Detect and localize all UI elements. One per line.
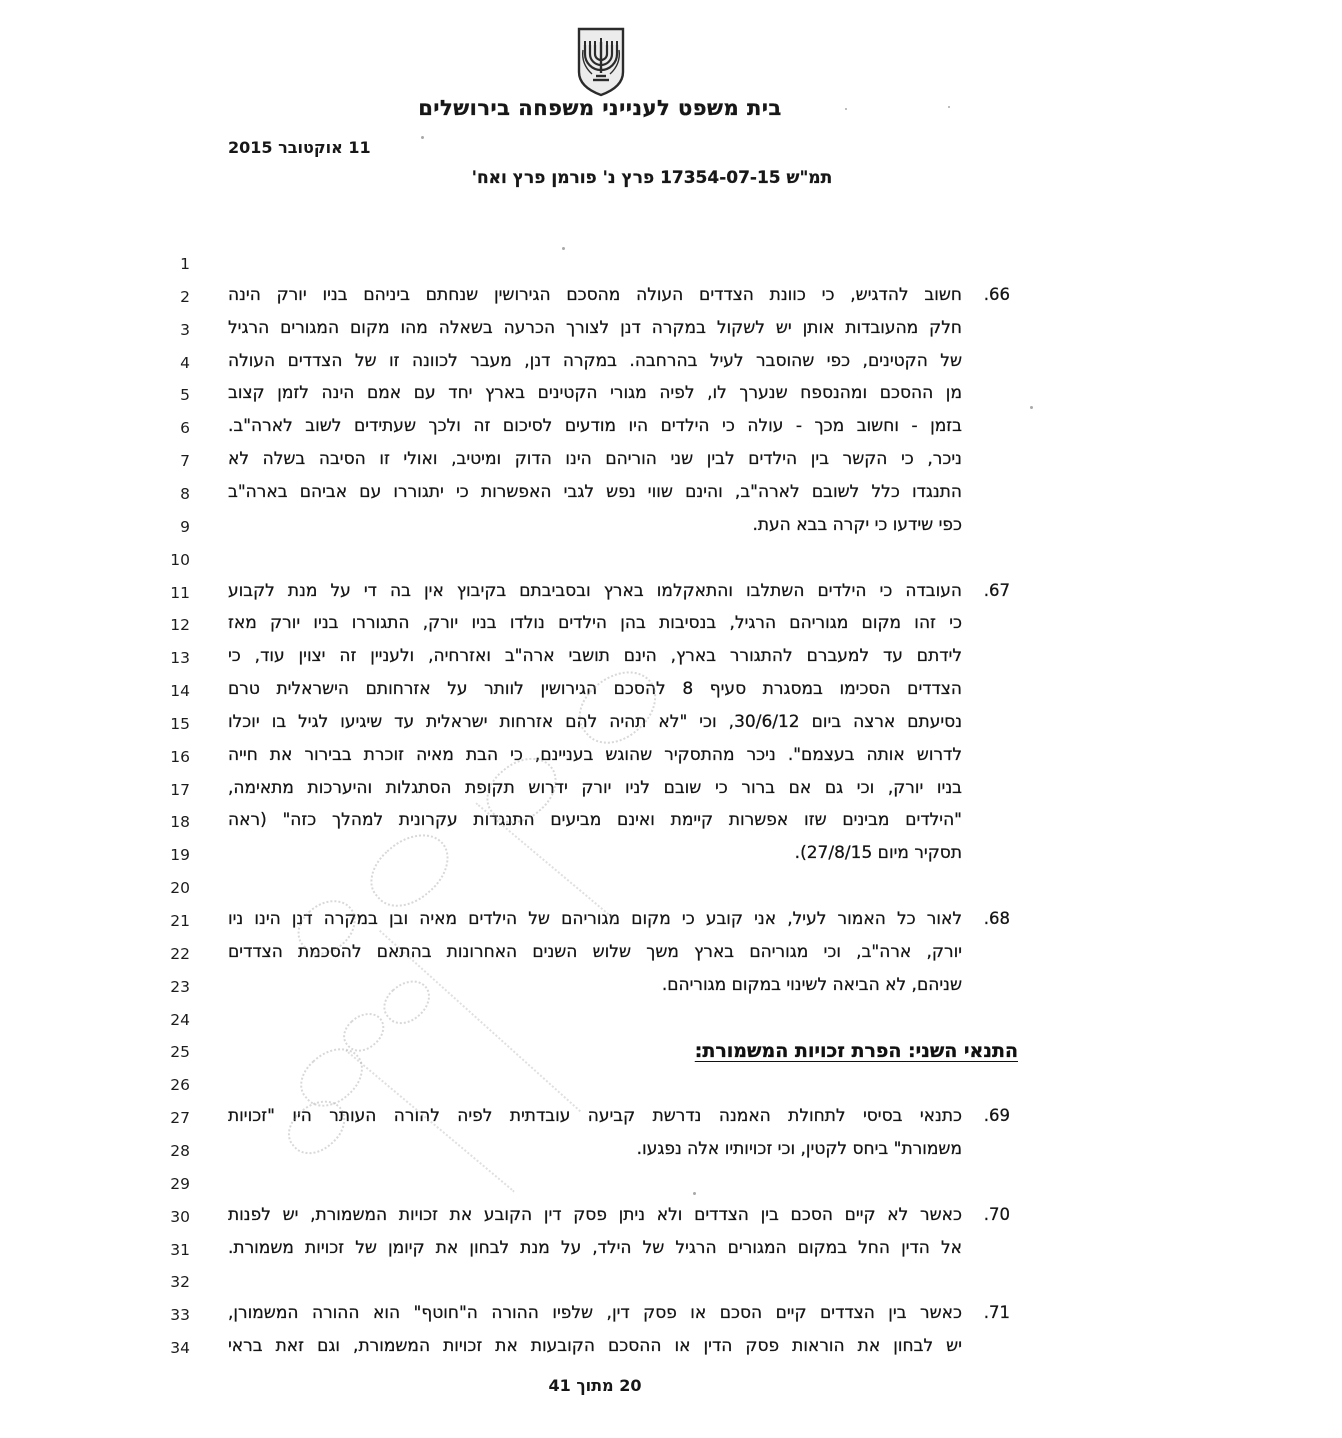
line-number: 12 (170, 616, 190, 635)
line-number: 14 (170, 682, 190, 701)
line-number: 25 (170, 1043, 190, 1062)
line-number: 5 (180, 386, 190, 405)
scan-speck (421, 136, 424, 139)
line-number: 17 (170, 780, 190, 799)
section-heading: התנאי השני: הפרת זכויות המשמורת: (694, 1040, 1018, 1063)
body-line: כתנאי בסיסי לתחולת האמנה נדרשת קביעה עובדתית לפיה להורה העותר היו "זכויות (228, 1106, 962, 1127)
document-date: 11 אוקטובר 2015 (228, 138, 371, 157)
body-line: חשוב להדגיש, כי כוונת הצדדים העולה מהסכם הגירושין שנחתם ביניהם בניו יורק הינה (228, 284, 962, 305)
body-line: חלק מהעובדות אותן יש לשקול במקרה דנן לצורך הכרעה בשאלה מהו מקום המגורים הרגיל (228, 317, 962, 338)
line-number: 24 (170, 1010, 190, 1029)
scan-speck (693, 1192, 696, 1195)
body-line: כפי שידעו כי יקרה בבא העת. (752, 514, 962, 535)
scan-speck (562, 247, 565, 250)
body-line: אל הדין החל במקום המגורים הרגיל של הילד, על מנת לבחון את קיומן של זכויות משמורת. (228, 1237, 962, 1258)
body-line: "הילדים מבינים שזו אפשרות קיימת ואינם מביעים התנגדות עקרונית למהלך כזה" (ראה (228, 810, 962, 831)
body-line: יורק, ארה"ב, וכי מגוריהם בארץ משך שלוש השנים האחרונות בהתאם להסכמת הצדדים (228, 941, 962, 962)
line-number: 8 (180, 484, 190, 503)
body-line: שניהם, לא הביאה לשינוי במקום מגוריהם. (661, 974, 962, 995)
line-number: 30 (170, 1207, 190, 1226)
body-line: משמורת" ביחס לקטין, וכי זכויותיו אלה נפגעו. (636, 1138, 962, 1159)
body-line: הצדדים הסכימו במסגרת סעיף 8 להסכם הגירושין לוותר על אזרחותם הישראלית טרם (228, 679, 962, 700)
line-number: 27 (170, 1109, 190, 1128)
line-number: 32 (170, 1273, 190, 1292)
line-number: 9 (180, 517, 190, 536)
line-number: 31 (170, 1240, 190, 1259)
scan-speck (845, 108, 847, 110)
line-number: 15 (170, 714, 190, 733)
line-number: 6 (180, 419, 190, 438)
scan-speck (1030, 406, 1033, 409)
scan-speck (948, 106, 950, 108)
line-number: 7 (180, 452, 190, 471)
line-number: 11 (170, 583, 190, 602)
line-number: 34 (170, 1339, 190, 1358)
paragraph-number: 69. (983, 1106, 1010, 1126)
line-number: 21 (170, 912, 190, 930)
paragraph-number: 66. (983, 284, 1010, 304)
paragraph-number: 68. (983, 909, 1010, 928)
body-line: מן ההסכם ומהנספח שנערך לו, לפיה מגורי הקטינים בארץ יחד עם אמם הינה לזמן קצוב (228, 383, 962, 404)
body-line: בזמן - וחשוב מכך - עולה כי הילדים היו מודעים לסיכום זה ולכך שעתידים לשוב לארה"ב. (228, 416, 962, 437)
line-number: 18 (170, 813, 190, 832)
line-number: 2 (180, 287, 190, 306)
body-line: תסקיר מיום 27/8/15). (794, 843, 962, 864)
body-line: כי זהו מקום מגוריהם הרגיל, בנסיבות בהן הילדים נולדו בניו יורק, התגוררו בניו יורק מאז (228, 613, 962, 634)
body-line: נסיעתם ארצה ביום 30/6/12, וכי "לא תהיה להם אזרחות ישראלית עד שיגיעו לגיל בו יוכלו (228, 711, 962, 732)
line-number: 29 (170, 1174, 190, 1193)
line-number: 23 (170, 977, 190, 996)
line-number: 20 (170, 879, 190, 898)
body-line: ניכר, כי הקשר בין הילדים לבין שני הוריהם הינו הדוק ומיטיב, ואולי זו הסיבה בשלה לא (228, 449, 962, 470)
line-number: 4 (180, 353, 190, 372)
body-line: לאור כל האמור לעיל, אני קובע כי מקום מגוריהם של הילדים מאיה ובן במקרה דנן הינו ניו (228, 909, 962, 929)
body-line: יש לבחון את הוראות פסק הדין או ההסכם הקובעות את זכויות המשמורת, וגם זאת בראי (228, 1336, 962, 1357)
line-number: 22 (170, 944, 190, 963)
case-title: תמ"ש 17354-07-15 פרץ נ' פורמן פרץ ואח' (471, 168, 833, 188)
paragraph-number: 71. (983, 1303, 1010, 1323)
israel-state-emblem-icon (572, 26, 630, 98)
line-number: 19 (170, 846, 190, 865)
line-number: 16 (170, 747, 190, 766)
body-line: התנגדו כלל לשובם לארה"ב, והינם שווי נפש לגבי האפשרות כי יתגוררו עם אביהם בארה"ב (228, 481, 962, 502)
court-name: בית משפט לענייני משפחה בירושלים (418, 96, 782, 120)
line-number: 10 (170, 550, 190, 569)
line-number: 26 (170, 1076, 190, 1095)
line-number: 1 (180, 255, 190, 273)
body-line: לידתם עד למעברם להתגורר בארץ, הינם תושבי ארה"ב ואזרחיה, ולעניין זה יצוין עוד, כי (228, 646, 962, 667)
paragraph-number: 67. (983, 580, 1010, 600)
body-line: בניו יורק, וכי גם אם ברור כי שובם לניו יורק ידרוש תקופת הסתגלות והיערכות מתאימה, (228, 777, 962, 798)
paragraph-number: 70. (983, 1204, 1010, 1224)
body-line: העובדה כי הילדים השתלבו והתאקלמו בארץ ובסביבתם בקיבוץ אין בה די על מנת לקבוע (228, 580, 962, 601)
line-number: 13 (170, 649, 190, 668)
line-number: 33 (170, 1306, 190, 1325)
line-number: 28 (170, 1141, 190, 1160)
line-number: 3 (180, 320, 190, 339)
body-line: של הקטינים, כפי שהוסבר לעיל בהרחבה. במקרה דנן, מעבר לכוונה זו של הצדדים העולה (228, 350, 962, 371)
body-line: כאשר לא קיים הסכם בין הצדדים ולא ניתן פסק דין הקובע את זכויות המשמורת, יש לפנות (228, 1204, 962, 1225)
page-indicator: 20 מתוך 41 (548, 1376, 642, 1395)
body-line: כאשר בין הצדדים קיים הסכם או פסק דין, שלפיו ההורה ה"חוטף" הוא ההורה המשמורן, (228, 1303, 962, 1324)
body-line: לדרוש אותה בעצמם". ניכר מהתסקיר שהוגש בעניינם, כי הבת מאיה זוכרת בבירור את חייה (228, 744, 962, 765)
